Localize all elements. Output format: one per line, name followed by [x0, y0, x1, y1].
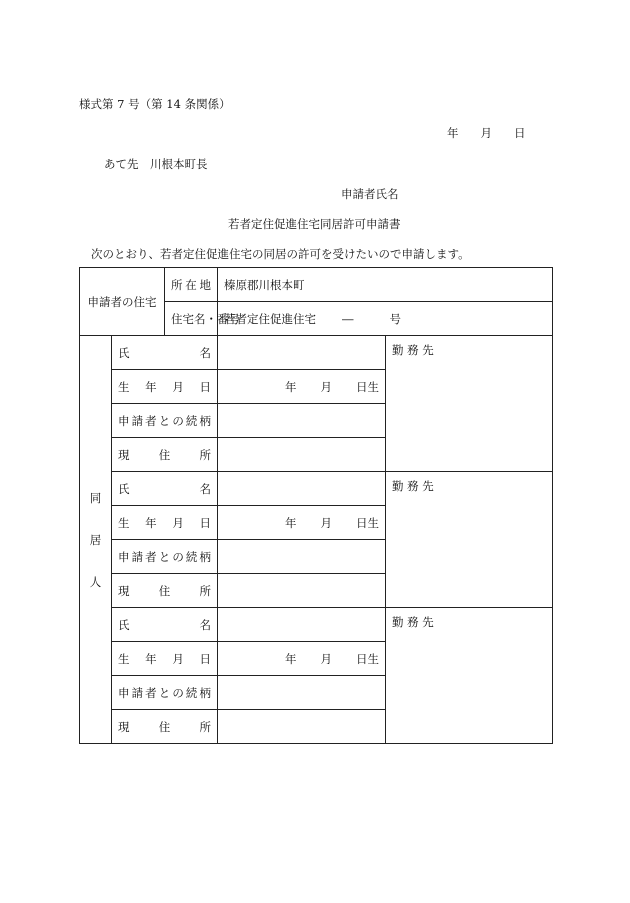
- workplace-field[interactable]: 勤 務 先: [386, 336, 553, 472]
- name-label: 氏 名: [112, 472, 218, 506]
- date-month: 月: [480, 126, 492, 140]
- address-field[interactable]: [218, 438, 386, 472]
- application-form-table: [79, 267, 553, 744]
- birthdate-label: 生 年 月 日: [112, 506, 218, 540]
- address-field[interactable]: [218, 574, 386, 608]
- location-label: 所 在 地: [165, 268, 218, 302]
- birthdate-field[interactable]: 年 月 日生: [218, 370, 386, 404]
- address-label: 現 住 所: [112, 438, 218, 472]
- date-line: [447, 125, 526, 141]
- form-title: 若者定住促進住宅同居許可申請書: [228, 217, 401, 231]
- relation-label: 申 請 者 と の 続 柄: [112, 540, 218, 574]
- name-label: 氏 名: [112, 336, 218, 370]
- residence-section-label: 申請者の住宅: [80, 268, 165, 336]
- applicant-name-label: 申請者氏名: [341, 187, 399, 201]
- cohabitants-section-label: 同 居 人: [80, 336, 112, 744]
- birthdate-field[interactable]: 年 月 日生: [218, 506, 386, 540]
- name-field[interactable]: [218, 472, 386, 506]
- date-year: 年: [447, 126, 459, 140]
- housing-label: 住宅名・番号: [165, 302, 218, 336]
- housing-value[interactable]: 若者定住促進住宅 ― 号: [218, 302, 553, 336]
- address-label: 現 住 所: [112, 574, 218, 608]
- form-number: 様式第 7 号（第 14 条関係）: [79, 97, 231, 111]
- workplace-field[interactable]: 勤 務 先: [386, 608, 553, 744]
- birthdate-field[interactable]: 年 月 日生: [218, 642, 386, 676]
- birthdate-label: 生 年 月 日: [112, 370, 218, 404]
- workplace-field[interactable]: 勤 務 先: [386, 472, 553, 608]
- date-day: 日: [514, 126, 526, 140]
- relation-label: 申 請 者 と の 続 柄: [112, 404, 218, 438]
- relation-label: 申 請 者 と の 続 柄: [112, 676, 218, 710]
- name-label: 氏 名: [112, 608, 218, 642]
- relation-field[interactable]: [218, 676, 386, 710]
- name-field[interactable]: [218, 608, 386, 642]
- intro-text: 次のとおり、若者定住促進住宅の同居の許可を受けたいので申請します。: [91, 247, 470, 261]
- address-field[interactable]: [218, 710, 386, 744]
- relation-field[interactable]: [218, 404, 386, 438]
- address-label: 現 住 所: [112, 710, 218, 744]
- addressee: あて先 川根本町長: [104, 157, 208, 171]
- birthdate-label: 生 年 月 日: [112, 642, 218, 676]
- location-value[interactable]: 榛原郡川根本町: [218, 268, 553, 302]
- relation-field[interactable]: [218, 540, 386, 574]
- name-field[interactable]: [218, 336, 386, 370]
